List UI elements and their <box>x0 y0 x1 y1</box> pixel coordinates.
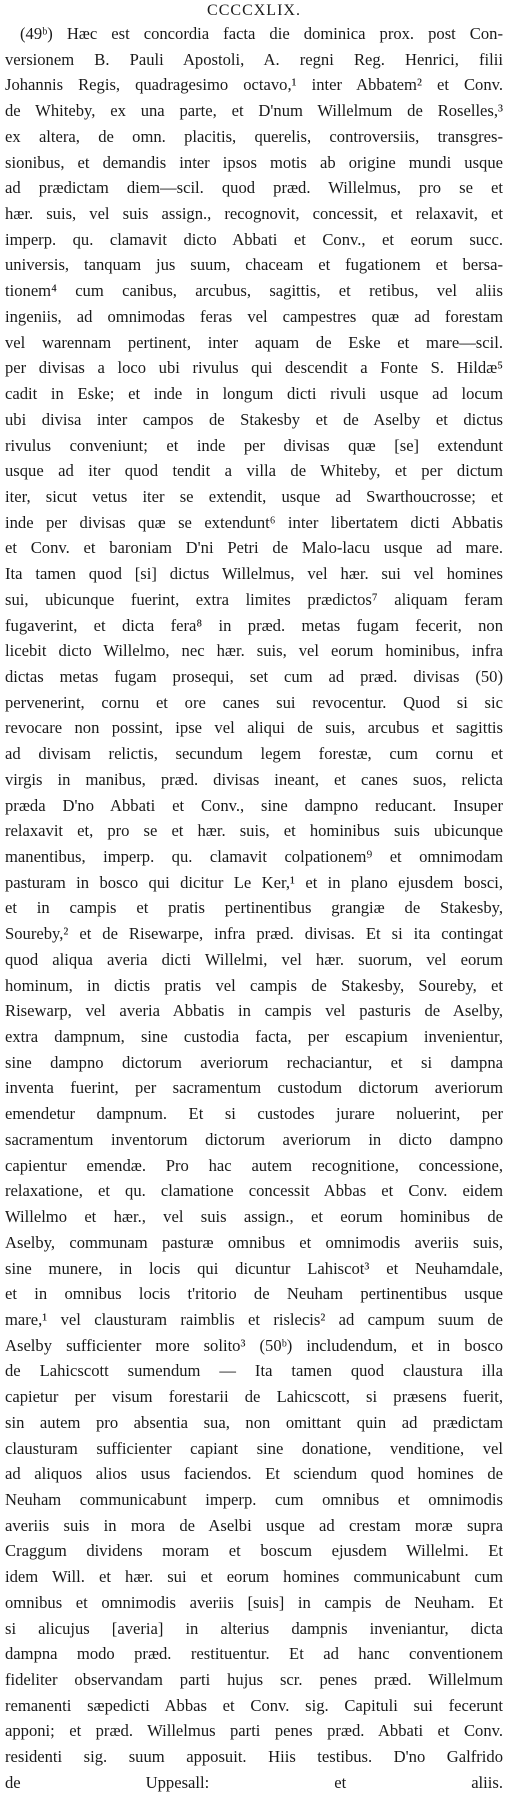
charter-number-heading: CCCCXLIX. <box>207 2 301 19</box>
text-line: Willelmo et hær., vel suis assign., et eorum hominibus de <box>5 1207 503 1227</box>
text-line: averiis suis in mora de Aselbi usque ad crestam moræ supra <box>5 1515 503 1535</box>
text-line: capientur emendæ. Pro hac autem recognitione, concessione, <box>5 1155 503 1175</box>
text-line: emendetur dampnum. Et si custodes jurare noluerint, per <box>5 1104 503 1124</box>
text-line: pervenerint, cornu et ore canes sui revocentur. Quod si sic <box>5 692 503 712</box>
text-line: dampna modo præd. restituentur. Et ad hanc conventionem <box>5 1644 503 1664</box>
text-line: vel warennam pertinent, inter aquam de Eske et mare—scil. <box>5 332 503 352</box>
text-line: Aselby sufficienter more solito³ (50ᵇ) includendum, et in bosco <box>5 1335 503 1355</box>
text-line: fideliter observandam parti hujus scr. penes præd. Willelmum <box>5 1670 503 1689</box>
text-line: hær. suis, vel suis assign., recognovit, concessit, et relaxavit, et <box>5 204 503 224</box>
text-line: (49ᵇ) Hæc est concordia facta die dominica prox. post Con- <box>20 24 503 43</box>
charter-text <box>0 21 508 1796</box>
text-line: tionem⁴ cum canibus, arcubus, sagittis, et retibus, vel aliis <box>5 281 503 301</box>
text-line: dictas metas fugam prosequi, set cum ad præd. divisas (50) <box>5 666 503 686</box>
text-line: ex altera, de omn. placitis, querelis, controversiis, transgres- <box>5 126 503 146</box>
text-line: Johannis Regis, quadragesimo octavo,¹ inter Abbatem² et Conv. <box>5 75 503 95</box>
text-line: capietur per visum forestarii de Lahicscott, si præsens fuerit, <box>5 1387 503 1407</box>
text-line: revocare non possint, ipse vel aliqui de suis, arcubus et sagittis <box>5 718 503 738</box>
text-line: et Conv. et baroniam D'ni Petri de Malo-lacu usque ad mare. <box>5 538 503 558</box>
text-line: sine dampno dictorum averiorum rechaciantur, et si dampna <box>5 1052 503 1072</box>
text-line: fugaverint, et dicta fera⁸ in præd. metas fugam fecerit, non <box>5 615 503 635</box>
text-line: remanenti sæpedicti Abbas et Conv. sig. Capituli sui fecerunt <box>5 1695 503 1715</box>
text-line: extra dampnum, sine custodia facta, per escapium invenientur, <box>5 1027 503 1047</box>
text-line: relaxavit et, pro se et hær. suis, et hominibus suis ubicunque <box>5 821 503 841</box>
text-line: iter, sicut vetus iter se extendit, usque ad Swarthoucrosse; et <box>5 486 503 506</box>
text-line: universis, tanquam jus suum, chaceam et fugationem et bersa- <box>5 255 503 275</box>
text-line: Ita tamen quod [si] dictus Willelmus, vel hær. sui vel homines <box>5 564 503 584</box>
text-line: usque ad iter quod tendit a villa de Whiteby, et per dictum <box>5 461 503 481</box>
text-line: de Lahicscott sumendum — Ita tamen quod claustura illa <box>5 1361 503 1381</box>
text-line: hominum, in dictis pratis vel campis de Stakesby, Soureby, et <box>5 975 503 995</box>
text-line: inventa fuerint, per sacramentum custodum dictorum averiorum <box>5 1078 503 1098</box>
text-line: Neuham communicabunt imperp. cum omnibus et omnimodis <box>5 1489 503 1509</box>
text-line: apponi; et præd. Willelmus parti penes præd. Abbati et Conv. <box>5 1721 503 1741</box>
text-line: sui, ubicunque fuerint, extra limites prædictos⁷ aliquam feram <box>5 589 503 609</box>
text-line: idem Will. et hær. sui et eorum homines communicabunt cum <box>5 1567 503 1587</box>
text-line: imperp. qu. clamavit dicto Abbati et Conv., et eorum succ. <box>5 229 503 249</box>
text-line: ad prædictam diem—scil. quod præd. Willelmus, pro se et <box>5 178 503 198</box>
text-line: clausturam sufficienter capiant sine donatione, venditione, vel <box>5 1438 503 1458</box>
text-line: de Whiteby, ex una parte, et D'num Willelmum de Roselles,³ <box>5 101 503 121</box>
text-line: sacramentum inventorum dictorum averiorum in dicto dampno <box>5 1129 503 1149</box>
text-line: sin autem pro absentia sua, non omittant quin ad prædictam <box>5 1412 503 1432</box>
text-line: cadit in Eske; et inde in longum dicti rivuli usque ad locum <box>5 384 503 404</box>
text-line: sionibus, et demandis inter ipsos motis ab origine mundi usque <box>5 152 503 172</box>
text-line: omnibus et omnimodis averiis [suis] in campis de Neuham. Et <box>5 1592 503 1612</box>
text-line: sine munere, in locis qui dicuntur Lahiscot³ et Neuhamdale, <box>5 1258 503 1278</box>
text-line: de Uppesall: et aliis. <box>5 1772 503 1792</box>
text-line: versionem B. Pauli Apostoli, A. regni Reg. Henrici, filii <box>5 49 503 69</box>
text-line: Craggum dividens moram et boscum ejusdem Willelmi. Et <box>5 1541 503 1561</box>
text-line: ad aliquos alios usus faciendos. Et sciendum quod homines de <box>5 1464 503 1484</box>
text-line: si alicujus [averia] in alterius dampnis inveniantur, dicta <box>5 1618 503 1638</box>
text-line: et in omnibus locis t'ritorio de Neuham pertinentibus usque <box>5 1284 503 1304</box>
text-line: ad divisam relictis, secundum legem forestæ, cum cornu et <box>5 744 503 764</box>
text-line: præda D'no Abbati et Conv., sine dampno reducant. Insuper <box>5 795 503 815</box>
text-line: quod aliqua averia dicti Willelmi, vel hær. suorum, vel eorum <box>5 949 503 969</box>
text-line: virgis in manibus, præd. divisas ineant, et canes suos, relicta <box>5 769 503 789</box>
text-line: Soureby,² et de Risewarpe, infra præd. divisas. Et si ita contingat <box>5 924 503 944</box>
text-line: Risewarp, vel averia Abbatis in campis vel pasturis de Aselby, <box>5 1001 503 1021</box>
text-line: per divisas a loco ubi rivulus qui descendit a Fonte S. Hildæ⁵ <box>5 358 503 378</box>
text-line: rivulus conveniunt; et inde per divisas quæ [se] extendunt <box>5 435 503 455</box>
text-line: Aselby, communam pasturæ omnibus et omnimodis averiis suis, <box>5 1232 503 1252</box>
text-line: pasturam in bosco qui dicitur Le Ker,¹ et in plano ejusdem bosci, <box>5 872 503 892</box>
text-line: ubi divisa inter campos de Stakesby et de Aselby et dictus <box>5 409 503 429</box>
text-line: ingeniis, ad omnimodas feras vel campestres quæ ad forestam <box>5 306 503 326</box>
text-line: et in campis et pratis pertinentibus grangiæ de Stakesby, <box>5 898 503 918</box>
text-line: residenti sig. suum apposuit. Hiis testibus. D'no Galfrido <box>5 1747 503 1767</box>
text-line: relaxatione, et qu. clamatione concessit Abbas et Conv. eidem <box>5 1181 503 1201</box>
text-line: manentibus, imperp. qu. clamavit colpationem⁹ et omnimodam <box>5 847 503 866</box>
text-line: licebit dicto Willelmo, nec hær. suis, vel eorum hominibus, infra <box>5 641 503 661</box>
text-line: inde per divisas quæ se extendunt⁶ inter libertatem dicti Abbatis <box>5 512 503 532</box>
text-line: mare,¹ vel clausturam raimblis et rislecis² ad campum suum de <box>5 1309 503 1329</box>
